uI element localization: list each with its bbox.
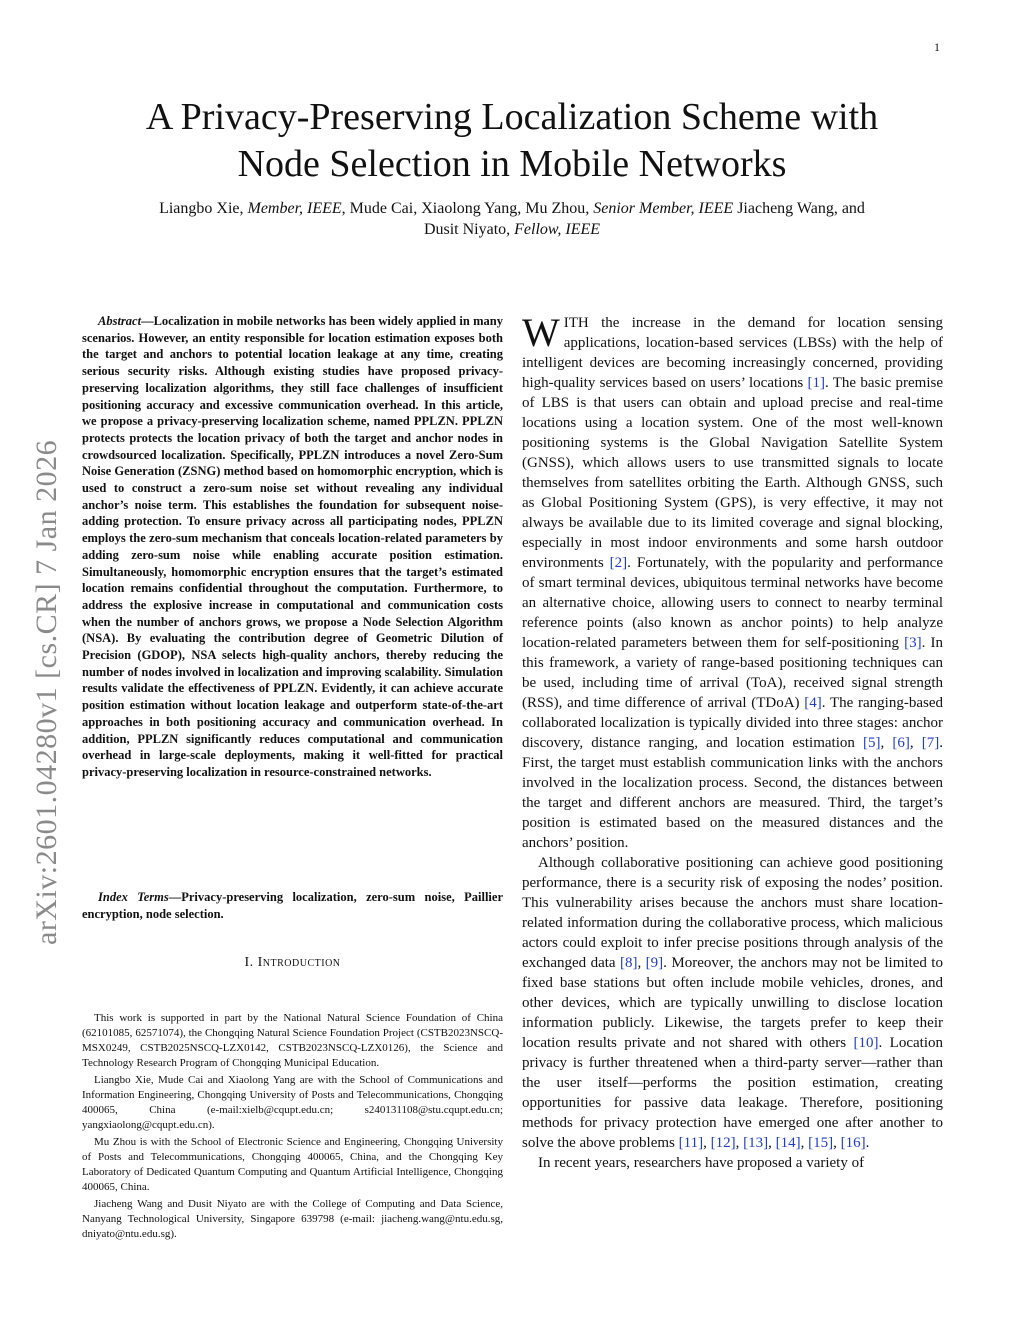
body-text: . The basic premise of LBS is that users can obtain and upload precise and real-time locations using a location system. One of the most well-known positioning systems is the Global Navigation Satellite System (GNSS), which allows users to use transmitted signals to locate themselves from satellites orbiting the Earth. Although GNSS, such as Global Positioning System (GPS), is very effective, it may not always be available due to its limited coverage and signal blocking, especially in most indoor environments and some harsh outdoor environments xyxy=(522,375,943,571)
footnote-affiliation: Liangbo Xie, Mude Cai and Xiaolong Yang are with the School of Communications and Information Engineering, Chongqing University of Posts and Telecommunications, Chongqing 400065, China (e-mail:xielb@cqupt.edu.cn; s240131108@stu.cqupt.edu.cn; yangxiaolong@cqupt.edu.cn). xyxy=(82,1074,503,1131)
body-text: . xyxy=(865,1135,870,1151)
body-text: ITH the increase in the demand for location sensing applications, location-based services (LBSs) with the help of intelligent devices are becoming increasingly concerned, providing high-quality services based on users’ locations xyxy=(522,315,943,391)
separator: , xyxy=(735,1135,744,1151)
citation-link[interactable]: [16] xyxy=(840,1135,866,1151)
title-line-1: A Privacy-Preserving Localization Scheme with xyxy=(145,96,879,138)
body-text: . First, the target must establish communication links with the anchors involved in the localization process. Second, the distances between the target and different anchors are measured. Third, the target’s position is estimated based on the measured distances and the anchors’ position. xyxy=(522,735,943,851)
body-paragraph xyxy=(522,853,943,1153)
citation-link[interactable]: [11] xyxy=(678,1135,704,1151)
body-text: Although collaborative positioning can achieve good positioning performance, there is a security risk of exposing the nodes’ position. This vulnerability arises because the anchors must share location-related information during the collaborative process, which malicious actors could exploit to infer precise positions through analysis of the exchanged data xyxy=(522,855,943,971)
author-1: Liangbo Xie, xyxy=(159,200,244,217)
body-text: . In this framework, a variety of range-based positioning techniques can be used, including time of arrival (ToA), received signal strength (RSS), and time difference of arrival (TDoA) xyxy=(522,635,944,711)
separator: , xyxy=(800,1135,809,1151)
abstract-text: —Localization in mobile networks has been widely applied in many scenarios. However, an entity responsible for location estimation exposes both the target and anchors to potential location leakage at any time, creating serious security risks. Although existing studies have proposed privacy-preserving localization algorithms, they still face challenges of insufficient positioning accuracy and excessive communication overhead. In this article, we propose a privacy-preserving localization scheme, named PPLZN. PPLZN protects protects the location privacy of both the target and anchor nodes in crowdsourced localization. Specifically, PPLZN introduces a novel Zero-Sum Noise Generation (ZSNG) method based on homomorphic encryption, which is used to construct a zero-sum noise set without revealing any individual anchor’s noise term. This establishes the foundation for subsequent noise-adding protection. To ensure privacy across all participating nodes, PPLZN employs the zero-sum mechanism that conceals location-related parameters by adding zero-sum noise while enabling accurate position estimation. Simultaneously, homomorphic encryption ensures that the target’s estimated location remains confidential throughout the computation. Furthermore, to address the explosive increase in computational and communication costs when the number of anchors grows, we propose a Node Selection Algorithm (NSA). By evaluating the contribution degree of Geometric Dilution of Precision (GDOP), NSA selects high-quality anchors, thereby reducing the number of nodes involved in localization and improving scalability. Simulation results validate the effectiveness of PPLZN. Evidently, it can achieve accurate position estimation without location leakage and outperform state-of-the-art approaches in both positioning accuracy and communication overhead. In addition, PPLZN significantly reduces computational and communication overhead in large-scale deployments, making it well-fitted for practical privacy-preserving localization in resource-constrained networks. xyxy=(82,314,503,779)
abstract-label: Abstract xyxy=(98,314,142,328)
separator: , xyxy=(909,735,922,751)
separator: , xyxy=(768,1135,776,1151)
body-text: . Location privacy is further threatened when a third-party server—rather than the user itself—performs the position estimation, creating opportunities for passive data leakage. Therefore, positioning methods for privacy protection have emerged one after another to solve the above problems xyxy=(522,1035,943,1151)
footnote-affiliation: Jiacheng Wang and Dusit Niyato are with the College of Computing and Data Science, Nanyang Technological University, Singapore 639798 (e-mail: jiacheng.wang@ntu.edu.sg, dniyato@ntu.edu.sg). xyxy=(82,1198,503,1240)
authors-2: , Mude Cai, Xiaolong Yang, Mu Zhou, xyxy=(341,200,590,217)
citation-link[interactable]: [1] xyxy=(807,375,825,391)
paper-title xyxy=(80,94,944,188)
citation-link[interactable]: [4] xyxy=(804,695,822,711)
citation-link[interactable]: [3] xyxy=(904,635,922,651)
citation-link[interactable]: [15] xyxy=(808,1135,834,1151)
citation-link[interactable]: [13] xyxy=(743,1135,769,1151)
footnotes xyxy=(82,1011,503,1244)
separator: , xyxy=(637,955,646,971)
body-column xyxy=(522,310,944,1173)
index-terms-label: Index Terms xyxy=(98,890,169,904)
arxiv-stamp[interactable]: arXiv:2601.04280v1 [cs.CR] 7 Jan 2026 xyxy=(30,439,63,945)
separator: , xyxy=(833,1135,841,1151)
body-text: In recent years, researchers have proposed a variety of xyxy=(538,1155,865,1171)
separator: , xyxy=(703,1135,711,1151)
citation-link[interactable]: [5] xyxy=(863,735,881,751)
abstract xyxy=(82,313,503,781)
citation-link[interactable]: [8] xyxy=(619,955,638,971)
index-terms-text: —Privacy-preserving localization, zero-sum noise, Paillier encryption, node selection. xyxy=(82,890,503,921)
citation-link[interactable]: [12] xyxy=(710,1135,736,1151)
citation-link[interactable]: [10] xyxy=(853,1035,879,1051)
body-text: . Fortunately, with the popularity and performance of smart terminal devices, ubiquitous terminal networks have become an alternative choice, allowing users to connect to nearby terminal reference points (also known as anchor points) to help analyze location-related parameters between them for self-positioning xyxy=(522,555,943,651)
section-heading xyxy=(82,955,503,971)
citation-link[interactable]: [6] xyxy=(892,735,910,751)
author-1-role: Member, IEEE xyxy=(247,200,342,217)
page-number: 1 xyxy=(934,40,940,54)
citation-link[interactable]: [2] xyxy=(609,555,628,571)
citation-link[interactable]: [9] xyxy=(645,955,664,971)
footnote-funding: This work is supported in part by the National Natural Science Foundation of China (62101085, 62571074), the Chongqing Natural Science Foundation Project (CSTB2023NSCQ-MSX0249, CSTB2025NSCQ-LZX0142, CSTB2023NSCQ-LZX0126), the Science and Technology Research Program of Chongqing Municipal Education. xyxy=(82,1012,503,1069)
authors-3: Jiacheng Wang, and xyxy=(737,200,865,217)
author-role: Senior Member, IEEE xyxy=(593,200,734,217)
body-paragraph xyxy=(522,1153,943,1173)
author-list xyxy=(70,198,954,240)
body-paragraph xyxy=(522,310,944,853)
citation-link[interactable]: [14] xyxy=(775,1135,801,1151)
drop-cap: W xyxy=(522,310,560,355)
section-title: Introduction xyxy=(257,955,341,970)
citation-link[interactable]: [7] xyxy=(921,735,940,751)
title-line-2: Node Selection in Mobile Networks xyxy=(237,143,787,185)
index-terms xyxy=(82,889,503,922)
author-last: Dusit Niyato, xyxy=(423,221,511,238)
separator: , xyxy=(880,735,893,751)
footnote-affiliation: Mu Zhou is with the School of Electronic Science and Engineering, Chongqing University of Posts and Telecommunications, Chongqing 400065, China, and the Chongqing Key Laboratory of Dedicated Quantum Computing and Quantum Artificial Intelligence, Chongqing 400065, China. xyxy=(82,1136,503,1193)
section-number: I. xyxy=(244,955,254,970)
body-text: . Moreover, the anchors may not be limited to fixed base stations but often include mobile vehicles, drones, and other devices, which are typically unwilling to disclose location information publicly. Likewise, the targets prefer to keep their location results private and not shared with others xyxy=(522,955,943,1051)
body-text: . The ranging-based collaborated localization is typically divided into three stages: anchor discovery, distance ranging, and location estimation xyxy=(522,695,943,751)
author-last-role: Fellow, IEEE xyxy=(514,221,601,238)
